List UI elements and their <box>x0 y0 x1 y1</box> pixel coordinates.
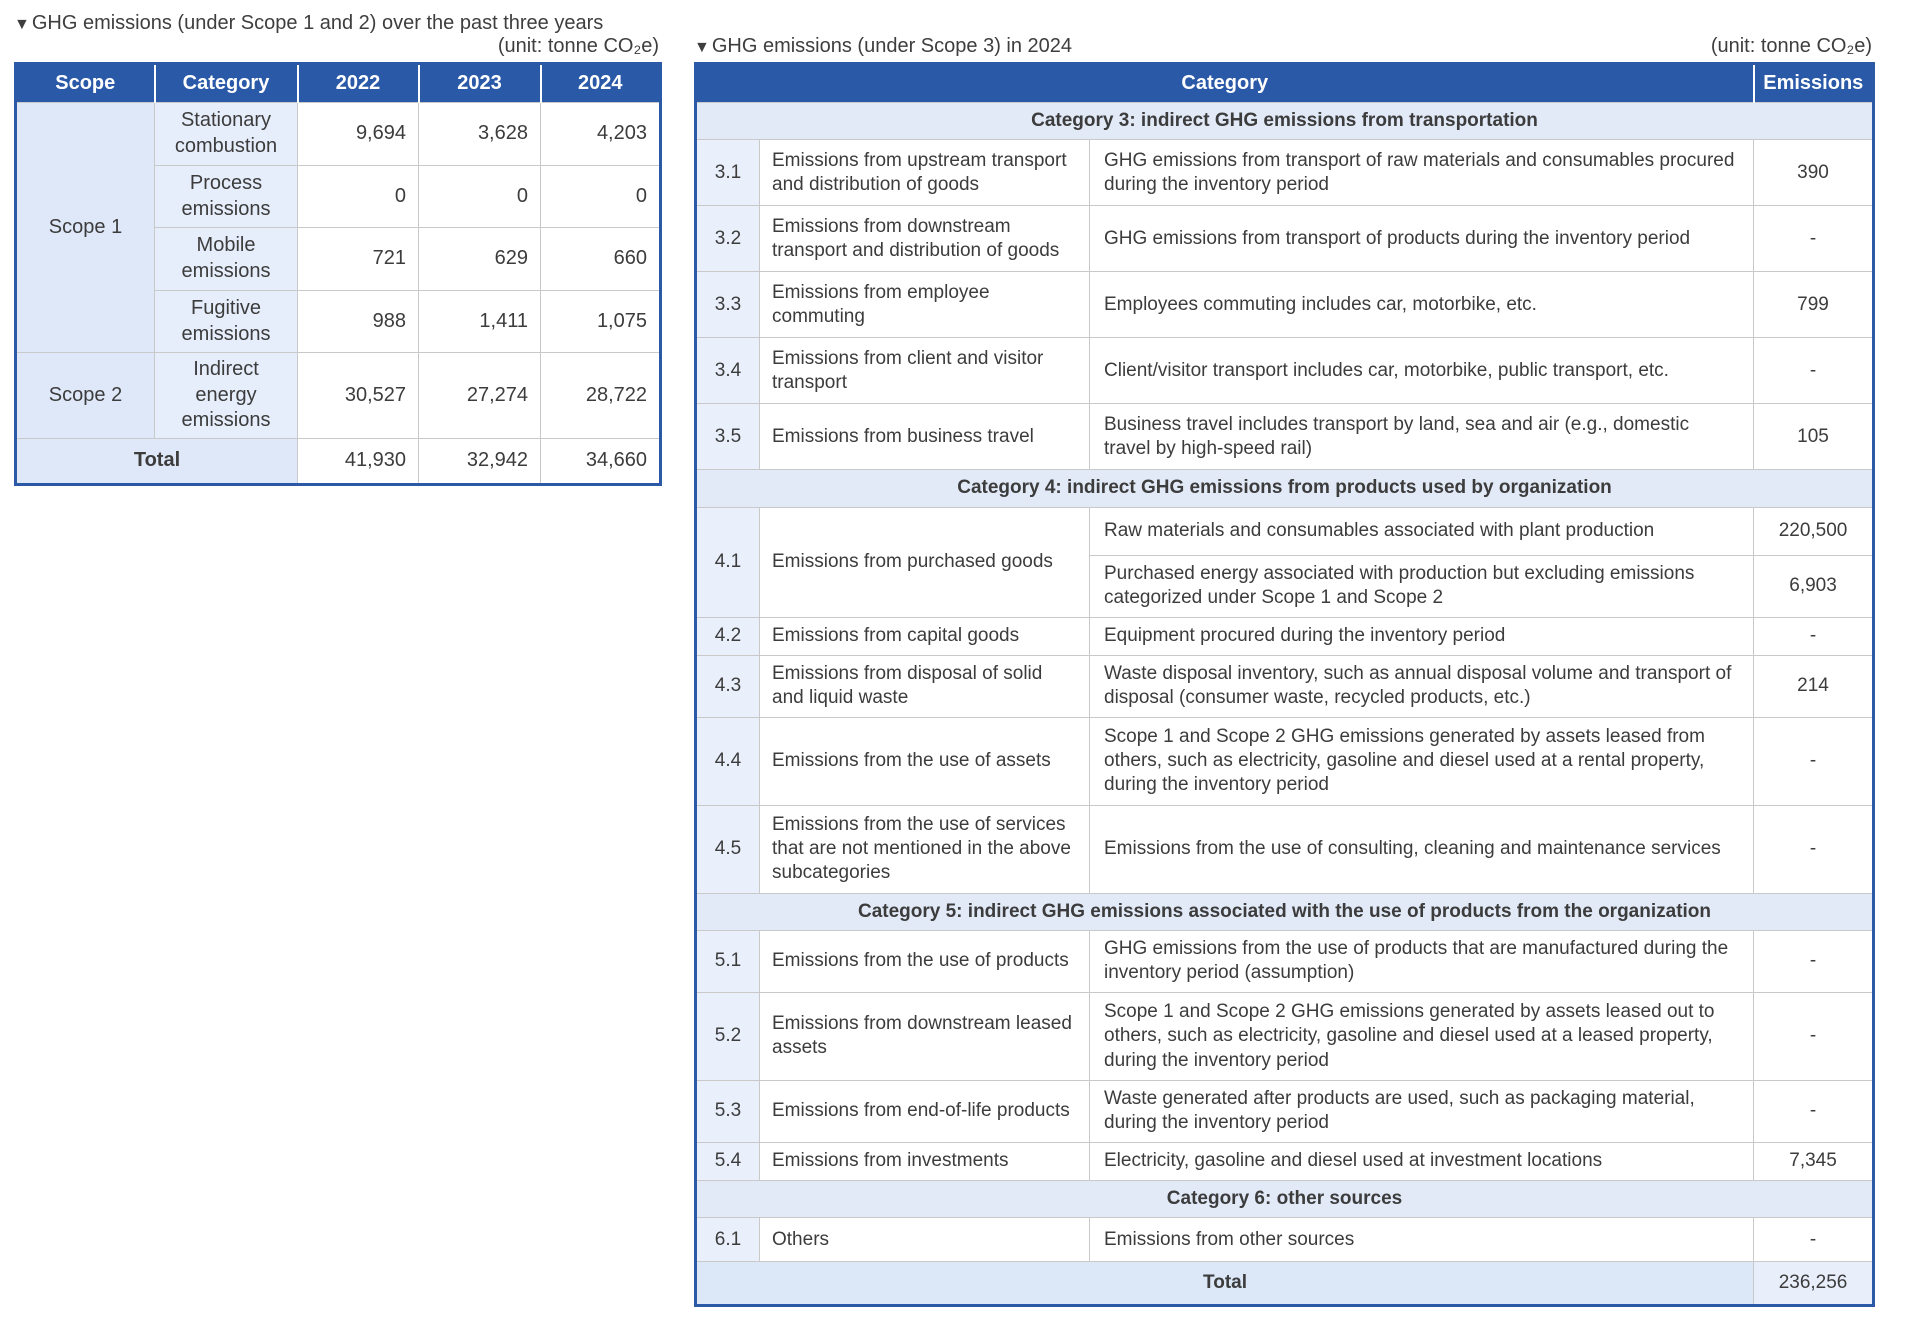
category4-section-header <box>696 470 1874 507</box>
row-id-cell: 4.5 <box>696 805 760 893</box>
category-name-cell: Emissions from upstream transport and distribution of goods <box>760 140 1090 206</box>
emissions-value-cell: 214 <box>1754 655 1874 717</box>
category-column-header: Category <box>696 64 1754 103</box>
row-id-cell: 3.4 <box>696 338 760 404</box>
table-row <box>696 1218 1874 1262</box>
scope1-cell: Scope 1 <box>16 103 155 353</box>
category-name-cell: Emissions from downstream transport and distribution of goods <box>760 206 1090 272</box>
category-desc-cell: Raw materials and consumables associated with plant production <box>1090 507 1754 555</box>
emissions-value-cell: 390 <box>1754 140 1874 206</box>
category-cell: Stationary combustion <box>155 103 298 166</box>
emissions-value-cell: - <box>1754 1080 1874 1142</box>
value-2024-cell: 660 <box>541 228 661 291</box>
category-desc-cell: Emissions from the use of consulting, cleaning and maintenance services <box>1090 805 1754 893</box>
category-desc-cell: Equipment procured during the inventory period <box>1090 617 1754 655</box>
emissions-value-cell: - <box>1754 717 1874 805</box>
row-id-cell: 3.3 <box>696 272 760 338</box>
scope3-table-header <box>696 64 1874 103</box>
year-2023-column-header: 2023 <box>419 64 541 103</box>
total-2024-cell: 34,660 <box>541 438 661 484</box>
category-name-cell: Emissions from business travel <box>760 404 1090 470</box>
total-2022-cell: 41,930 <box>298 438 419 484</box>
total-label-cell: Total <box>16 438 298 484</box>
scope12-title-row <box>14 10 659 62</box>
table-row <box>696 992 1874 1080</box>
category-desc-cell: GHG emissions from the use of products that are manufactured during the inventory period (assumption) <box>1090 930 1754 992</box>
category-name-cell: Emissions from the use of assets <box>760 717 1090 805</box>
value-2022-cell: 988 <box>298 291 419 353</box>
down-triangle-icon: ▼ <box>694 39 710 56</box>
category-cell: Process emissions <box>155 166 298 228</box>
table-row <box>696 1142 1874 1180</box>
row-id-cell: 5.3 <box>696 1080 760 1142</box>
row-id-cell: 4.2 <box>696 617 760 655</box>
category-name-cell: Emissions from disposal of solid and liquid waste <box>760 655 1090 717</box>
category-desc-cell: Employees commuting includes car, motorbike, etc. <box>1090 272 1754 338</box>
category-cell: Indirect energy emissions <box>155 353 298 439</box>
value-2022-cell: 0 <box>298 166 419 228</box>
total-2023-cell: 32,942 <box>419 438 541 484</box>
emissions-value-cell: 6,903 <box>1754 555 1874 617</box>
scope3-unit-label: (unit: tonne CO₂e) <box>1710 35 1872 57</box>
down-triangle-icon: ▼ <box>14 16 30 33</box>
emissions-value-cell: 7,345 <box>1754 1142 1874 1180</box>
table-row <box>16 103 661 166</box>
category-desc-cell: Business travel includes transport by land, sea and air (e.g., domestic travel by high-speed rail) <box>1090 404 1754 470</box>
category6-section-header <box>696 1180 1874 1217</box>
category-column-header: Category <box>155 64 298 103</box>
category-name-cell: Emissions from capital goods <box>760 617 1090 655</box>
table-row <box>696 617 1874 655</box>
emissions-value-cell: - <box>1754 1218 1874 1262</box>
category-name-cell: Others <box>760 1218 1090 1262</box>
table-row <box>696 507 1874 555</box>
value-2022-cell: 721 <box>298 228 419 291</box>
emissions-value-cell: - <box>1754 338 1874 404</box>
category-name-cell: Emissions from employee commuting <box>760 272 1090 338</box>
scope3-table-title <box>694 35 1072 58</box>
value-2024-cell: 4,203 <box>541 103 661 166</box>
total-row <box>16 438 661 484</box>
value-2023-cell: 0 <box>419 166 541 228</box>
value-2023-cell: 3,628 <box>419 103 541 166</box>
year-2022-column-header: 2022 <box>298 64 419 103</box>
category-cell: Fugitive emissions <box>155 291 298 353</box>
table-row <box>16 353 661 439</box>
category-desc-cell: Scope 1 and Scope 2 GHG emissions generated by assets leased out to others, such as electricity, gasoline and diesel used at a leased property, during the inventory period <box>1090 992 1754 1080</box>
category-desc-cell: Client/visitor transport includes car, motorbike, public transport, etc. <box>1090 338 1754 404</box>
value-2024-cell: 1,075 <box>541 291 661 353</box>
table-row <box>696 717 1874 805</box>
category5-section-header <box>696 893 1874 930</box>
category-name-cell: Emissions from the use of services that are not mentioned in the above subcategories <box>760 805 1090 893</box>
total-label-cell: Total <box>696 1262 1754 1306</box>
value-2024-cell: 0 <box>541 166 661 228</box>
category-name-cell: Emissions from investments <box>760 1142 1090 1180</box>
table-row <box>696 140 1874 206</box>
row-id-cell: 5.1 <box>696 930 760 992</box>
section-title-cell: Category 6: other sources <box>696 1180 1874 1217</box>
row-id-cell: 4.4 <box>696 717 760 805</box>
row-id-cell: 4.1 <box>696 507 760 617</box>
row-id-cell: 5.2 <box>696 992 760 1080</box>
emissions-value-cell: - <box>1754 930 1874 992</box>
emissions-value-cell: 220,500 <box>1754 507 1874 555</box>
scope12-table-title <box>14 12 659 35</box>
emissions-value-cell: - <box>1754 617 1874 655</box>
category-desc-cell: Scope 1 and Scope 2 GHG emissions generated by assets leased from others, such as electricity, gasoline and diesel used at a rental property, during the inventory period <box>1090 717 1754 805</box>
value-2023-cell: 27,274 <box>419 353 541 439</box>
table-row <box>696 272 1874 338</box>
value-2024-cell: 28,722 <box>541 353 661 439</box>
category-name-cell: Emissions from purchased goods <box>760 507 1090 617</box>
value-2023-cell: 629 <box>419 228 541 291</box>
table-row <box>696 930 1874 992</box>
category-name-cell: Emissions from the use of products <box>760 930 1090 992</box>
table-row <box>696 1080 1874 1142</box>
value-2022-cell: 30,527 <box>298 353 419 439</box>
emissions-value-cell: - <box>1754 992 1874 1080</box>
scope3-table <box>694 62 1875 1307</box>
table-row <box>696 404 1874 470</box>
scope3-title-text: GHG emissions (under Scope 3) in 2024 <box>711 35 1073 57</box>
scope3-section <box>694 10 1872 1307</box>
emissions-value-cell: - <box>1754 206 1874 272</box>
category-cell: Mobile emissions <box>155 228 298 291</box>
total-value-cell: 236,256 <box>1754 1262 1874 1306</box>
scope12-table <box>14 62 662 486</box>
category-desc-cell: GHG emissions from transport of raw materials and consumables procured during the inventory period <box>1090 140 1754 206</box>
category-name-cell: Emissions from downstream leased assets <box>760 992 1090 1080</box>
header-row <box>696 64 1874 103</box>
category-desc-cell: Waste disposal inventory, such as annual disposal volume and transport of disposal (consumer waste, recycled products, etc.) <box>1090 655 1754 717</box>
table-row <box>696 206 1874 272</box>
value-2023-cell: 1,411 <box>419 291 541 353</box>
value-2022-cell: 9,694 <box>298 103 419 166</box>
category3-section-header <box>696 103 1874 140</box>
section-title-cell: Category 4: indirect GHG emissions from products used by organization <box>696 470 1874 507</box>
scope12-title-text: GHG emissions (under Scope 1 and 2) over the past three years <box>31 12 604 34</box>
scope12-table-header <box>16 64 661 103</box>
table-row <box>696 805 1874 893</box>
category-desc-cell: Electricity, gasoline and diesel used at investment locations <box>1090 1142 1754 1180</box>
section-title-cell: Category 3: indirect GHG emissions from transportation <box>696 103 1874 140</box>
scope2-cell: Scope 2 <box>16 353 155 439</box>
row-id-cell: 3.5 <box>696 404 760 470</box>
scope12-unit-label: (unit: tonne CO₂e) <box>497 35 659 57</box>
scope-column-header: Scope <box>16 64 155 103</box>
category-name-cell: Emissions from end-of-life products <box>760 1080 1090 1142</box>
section-title-cell: Category 5: indirect GHG emissions associated with the use of products from the organization <box>696 893 1874 930</box>
total-row <box>696 1262 1874 1306</box>
year-2024-column-header: 2024 <box>541 64 661 103</box>
row-id-cell: 4.3 <box>696 655 760 717</box>
row-id-cell: 3.2 <box>696 206 760 272</box>
category-desc-cell: Purchased energy associated with production but excluding emissions categorized under Scope 1 and Scope 2 <box>1090 555 1754 617</box>
category-desc-cell: Emissions from other sources <box>1090 1218 1754 1262</box>
row-id-cell: 3.1 <box>696 140 760 206</box>
category-name-cell: Emissions from client and visitor transport <box>760 338 1090 404</box>
table-row <box>696 338 1874 404</box>
category-desc-cell: GHG emissions from transport of products during the inventory period <box>1090 206 1754 272</box>
table-row <box>696 655 1874 717</box>
scope3-title-row <box>694 10 1872 62</box>
row-id-cell: 5.4 <box>696 1142 760 1180</box>
scope12-section <box>14 10 659 486</box>
emissions-value-cell: 105 <box>1754 404 1874 470</box>
category-desc-cell: Waste generated after products are used, such as packaging material, during the inventory period <box>1090 1080 1754 1142</box>
emissions-column-header: Emissions <box>1754 64 1874 103</box>
emissions-value-cell: 799 <box>1754 272 1874 338</box>
header-row <box>16 64 661 103</box>
row-id-cell: 6.1 <box>696 1218 760 1262</box>
emissions-value-cell: - <box>1754 805 1874 893</box>
